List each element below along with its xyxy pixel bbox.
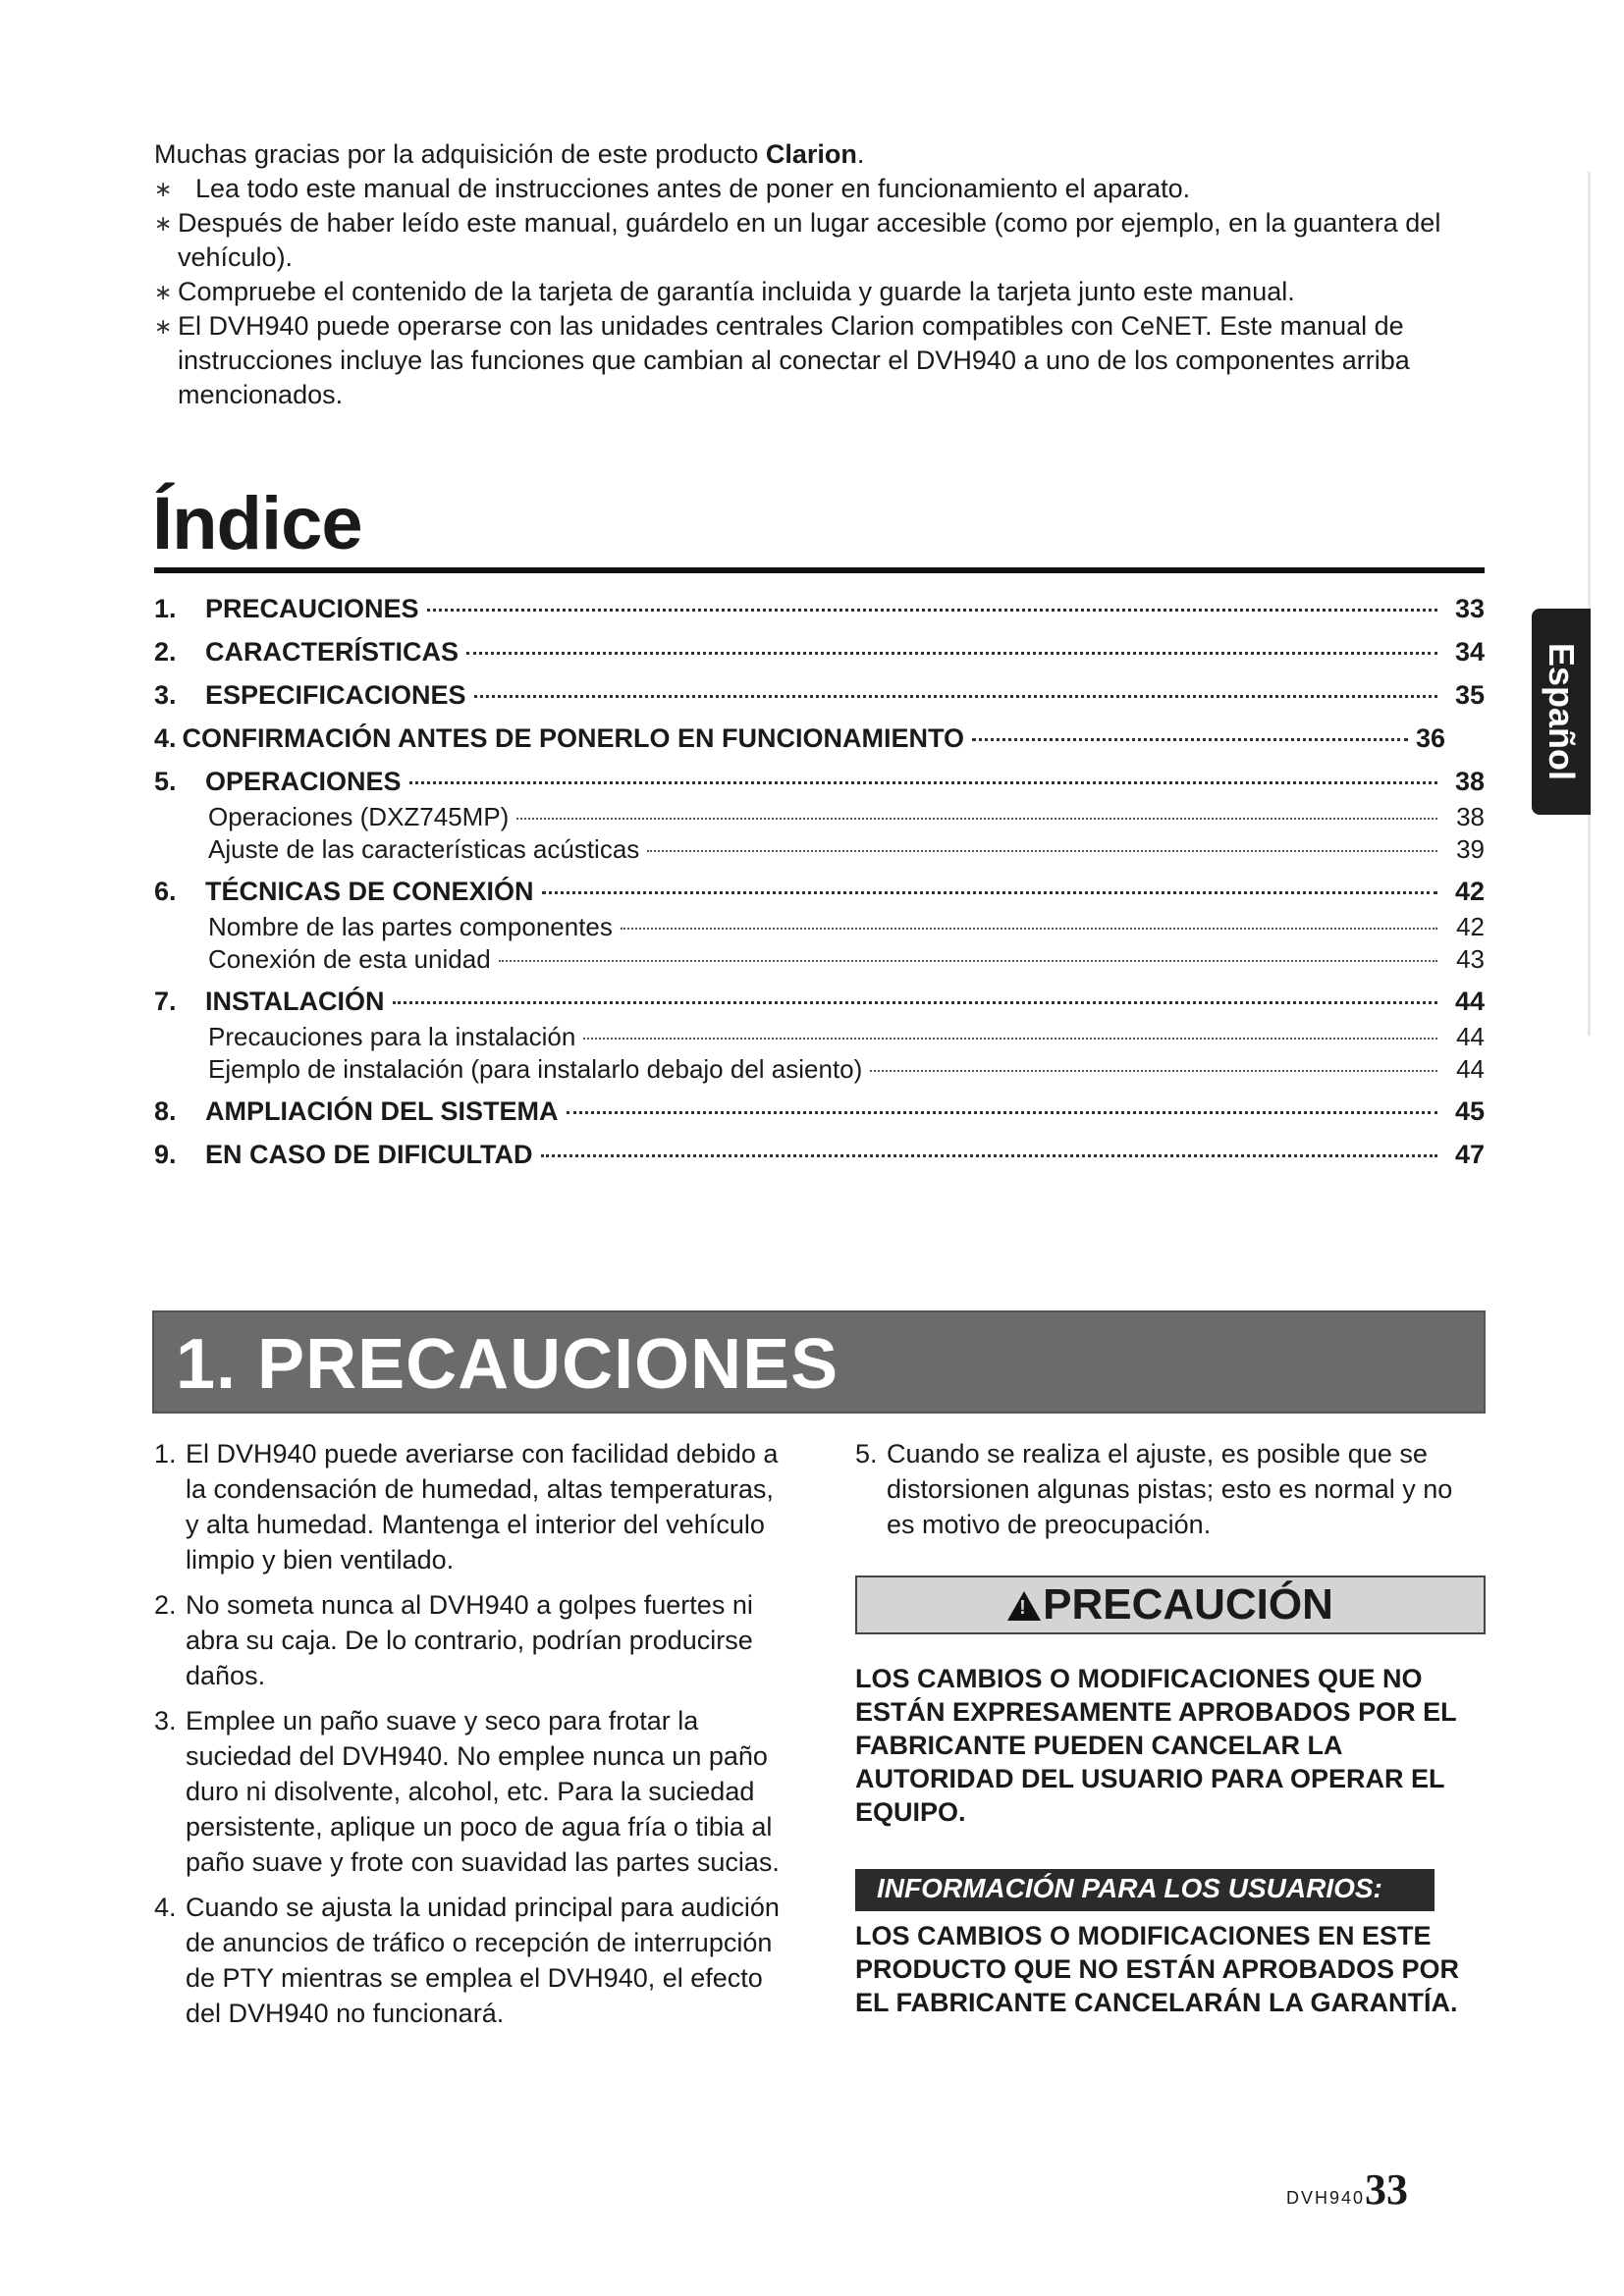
toc-subentry-label: Ejemplo de instalación (para instalarlo debajo del asiento) — [208, 1054, 863, 1084]
toc-entry-label: AMPLIACIÓN DEL SISTEMA — [205, 1096, 559, 1126]
toc-entry-page: 44 — [1454, 987, 1485, 1016]
caution-header — [855, 1575, 1486, 1634]
toc-leader-dots — [870, 1070, 1437, 1072]
toc-entry[interactable] — [154, 637, 1485, 680]
toc-entry-page: 33 — [1454, 594, 1485, 623]
precautions-left-column — [154, 1436, 792, 2041]
toc-entry[interactable] — [154, 594, 1485, 637]
precaution-number: 3. — [154, 1706, 177, 1735]
toc-entry-number: 1. — [154, 594, 177, 623]
toc-leader-dots — [409, 781, 1437, 784]
footer-model: DVH940 — [1286, 2188, 1366, 2208]
precaution-text: Emplee un paño suave y seco para frotar la suciedad del DVH940. No emplee nunca un paño duro ni disolvente, alcohol, etc. Para la suciedad persistente, aplique un poco de agua fría o tibia al paño suave y frote con suavidad las partes sucias. — [186, 1706, 780, 1877]
toc-entry-page: 35 — [1454, 680, 1485, 710]
precaution-number: 5. — [855, 1439, 878, 1468]
precautions-right-column — [855, 1436, 1486, 1552]
intro-bullet — [154, 275, 1470, 309]
brand-name: Clarion — [765, 139, 857, 169]
toc-entry-label: EN CASO DE DIFICULTAD — [205, 1140, 533, 1169]
precaution-number: 2. — [154, 1590, 177, 1620]
toc-entry-number: 6. — [154, 877, 177, 906]
toc-entry-label: ESPECIFICACIONES — [205, 680, 466, 710]
toc-entry-page: 42 — [1454, 877, 1485, 906]
toc-subentry-page: 38 — [1456, 802, 1485, 831]
language-tab-label: Español — [1542, 642, 1582, 781]
toc-entry-number: 7. — [154, 987, 177, 1016]
toc-entry-label: CONFIRMACIÓN ANTES DE PONERLO EN FUNCIONAMIENTO — [182, 723, 965, 753]
toc-entry-page: 38 — [1454, 767, 1485, 796]
toc-entry[interactable] — [154, 1140, 1485, 1183]
precaution-item — [855, 1436, 1486, 1542]
toc-subentry-page: 39 — [1456, 834, 1485, 864]
toc-entry-label: TÉCNICAS DE CONEXIÓN — [205, 877, 534, 906]
toc-entry-number: 4. — [154, 723, 177, 753]
toc-subentry[interactable] — [154, 912, 1485, 944]
toc-entry-page: 47 — [1454, 1140, 1485, 1169]
toc-subentry[interactable] — [154, 944, 1485, 977]
intro-block — [154, 137, 1470, 412]
toc-leader-dots — [499, 960, 1437, 962]
intro-bullet — [154, 309, 1470, 412]
section-banner — [152, 1310, 1486, 1414]
intro-bullet-text: Lea todo este manual de instrucciones antes de poner en funcionamiento el aparato. — [195, 174, 1191, 203]
toc-entry-number: 5. — [154, 767, 177, 796]
precaution-item — [154, 1703, 792, 1880]
toc-entry-page: 34 — [1454, 637, 1485, 667]
toc-leader-dots — [393, 1001, 1438, 1004]
toc-leader-dots — [621, 928, 1437, 930]
toc-subentry-page: 44 — [1456, 1022, 1485, 1051]
index-divider — [154, 567, 1485, 573]
intro-thanks-line — [154, 137, 1470, 172]
toc-subentry-label: Operaciones (DXZ745MP) — [208, 802, 510, 831]
precaution-number: 1. — [154, 1439, 177, 1468]
intro-thanks-text: Muchas gracias por la adquisición de este producto — [154, 139, 766, 169]
toc-subentry-label: Nombre de las partes componentes — [208, 912, 613, 941]
intro-bullet — [154, 206, 1470, 275]
toc-entry[interactable] — [154, 767, 1485, 802]
toc-subentry-label: Precauciones para la instalación — [208, 1022, 576, 1051]
toc-leader-dots — [474, 695, 1437, 698]
precaution-text: El DVH940 puede averiarse con facilidad debido a la condensación de humedad, altas temperaturas, y alta humedad. Mantenga el interior del vehículo limpio y bien ventilado. — [186, 1439, 779, 1575]
intro-thanks-suffix: . — [856, 139, 865, 169]
table-of-contents — [154, 594, 1485, 1183]
toc-subentry[interactable] — [154, 1022, 1485, 1054]
user-info-title: INFORMACIÓN PARA LOS USUARIOS: — [877, 1873, 1382, 1903]
toc-leader-dots — [972, 738, 1408, 741]
precaution-item — [154, 1587, 792, 1693]
toc-leader-dots — [516, 818, 1437, 820]
toc-entry[interactable] — [154, 680, 1485, 723]
toc-subentry-label: Ajuste de las características acústicas — [208, 834, 640, 864]
page-edge-line — [1588, 172, 1591, 1036]
precaution-text: Cuando se realiza el ajuste, es posible que se distorsionen algunas pistas; esto es normal y no es motivo de preocupación. — [887, 1439, 1453, 1539]
warning-icon — [1007, 1591, 1041, 1621]
user-info-header — [855, 1869, 1435, 1911]
toc-leader-dots — [466, 652, 1437, 655]
toc-subentry-page: 43 — [1456, 944, 1485, 974]
bullet-mark: ∗ — [154, 314, 173, 339]
section-title: 1. PRECAUCIONES — [176, 1325, 839, 1404]
toc-subentry[interactable] — [154, 802, 1485, 834]
toc-subentry[interactable] — [154, 834, 1485, 867]
toc-entry-number: 8. — [154, 1096, 177, 1126]
toc-subentry-page: 44 — [1456, 1054, 1485, 1084]
precaution-number: 4. — [154, 1893, 177, 1922]
toc-entry-number: 2. — [154, 637, 177, 667]
toc-entry[interactable] — [154, 877, 1485, 912]
toc-entry-label: CARACTERÍSTICAS — [205, 637, 460, 667]
toc-entry-number: 9. — [154, 1140, 177, 1169]
page-number: 33 — [1365, 2165, 1409, 2214]
toc-leader-dots — [541, 1154, 1438, 1157]
toc-entry[interactable] — [154, 1096, 1485, 1140]
toc-entry-label: INSTALACIÓN — [205, 987, 385, 1016]
caution-text: LOS CAMBIOS O MODIFICACIONES QUE NO ESTÁN EXPRESAMENTE APROBADOS POR EL FABRICANTE PUEDEN CANCELAR LA AUTORIDAD DEL USUARIO PARA OPERAR EL EQUIPO. — [855, 1664, 1457, 1827]
precaution-item — [154, 1436, 792, 1577]
caution-title: PRECAUCIÓN — [1043, 1580, 1333, 1629]
intro-bullet-text: Compruebe el contenido de la tarjeta de garantía incluida y guarde la tarjeta junto este manual. — [178, 277, 1295, 306]
toc-entry-page: 45 — [1454, 1096, 1485, 1126]
intro-bullet-text: Después de haber leído este manual, guárdelo en un lugar accesible (como por ejemplo, en la guantera del vehículo). — [178, 208, 1441, 272]
bullet-mark: ∗ — [154, 280, 173, 304]
toc-subentry-page: 42 — [1456, 912, 1485, 941]
bullet-mark: ∗ — [154, 177, 173, 201]
toc-entry-label: PRECAUCIONES — [205, 594, 419, 623]
language-tab — [1532, 609, 1591, 815]
user-info-text: LOS CAMBIOS O MODIFICACIONES EN ESTE PRODUCTO QUE NO ESTÁN APROBADOS POR EL FABRICANTE CANCELARÁN LA GARANTÍA. — [855, 1921, 1460, 2017]
toc-entry-number: 3. — [154, 680, 177, 710]
intro-bullet — [154, 172, 1470, 206]
toc-entry[interactable] — [154, 723, 1485, 767]
index-title: Índice — [152, 482, 362, 565]
page-footer — [1286, 2164, 1408, 2215]
toc-leader-dots — [567, 1111, 1437, 1114]
toc-leader-dots — [427, 609, 1437, 612]
toc-subentry[interactable] — [154, 1054, 1485, 1087]
toc-entry-label: OPERACIONES — [205, 767, 402, 796]
precaution-item — [154, 1890, 792, 2031]
bullet-mark: ∗ — [154, 211, 173, 236]
precaution-text: Cuando se ajusta la unidad principal para audición de anuncios de tráfico o recepción de interrupción de PTY mientras se emplea el DVH940, el efecto del DVH940 no funcionará. — [186, 1893, 780, 2028]
toc-leader-dots — [647, 850, 1437, 852]
toc-subentry-label: Conexión de esta unidad — [208, 944, 491, 974]
toc-entry[interactable] — [154, 987, 1485, 1022]
precaution-text: No someta nunca al DVH940 a golpes fuertes ni abra su caja. De lo contrario, podrían producirse daños. — [186, 1590, 753, 1690]
toc-leader-dots — [583, 1038, 1437, 1040]
toc-entry-page: 36 — [1416, 723, 1446, 753]
toc-leader-dots — [542, 891, 1437, 894]
intro-bullet-text: El DVH940 puede operarse con las unidades centrales Clarion compatibles con CeNET. Este manual de instrucciones incluye las funciones que cambian al conectar el DVH940 a uno de los componentes arriba mencionados. — [178, 311, 1410, 409]
